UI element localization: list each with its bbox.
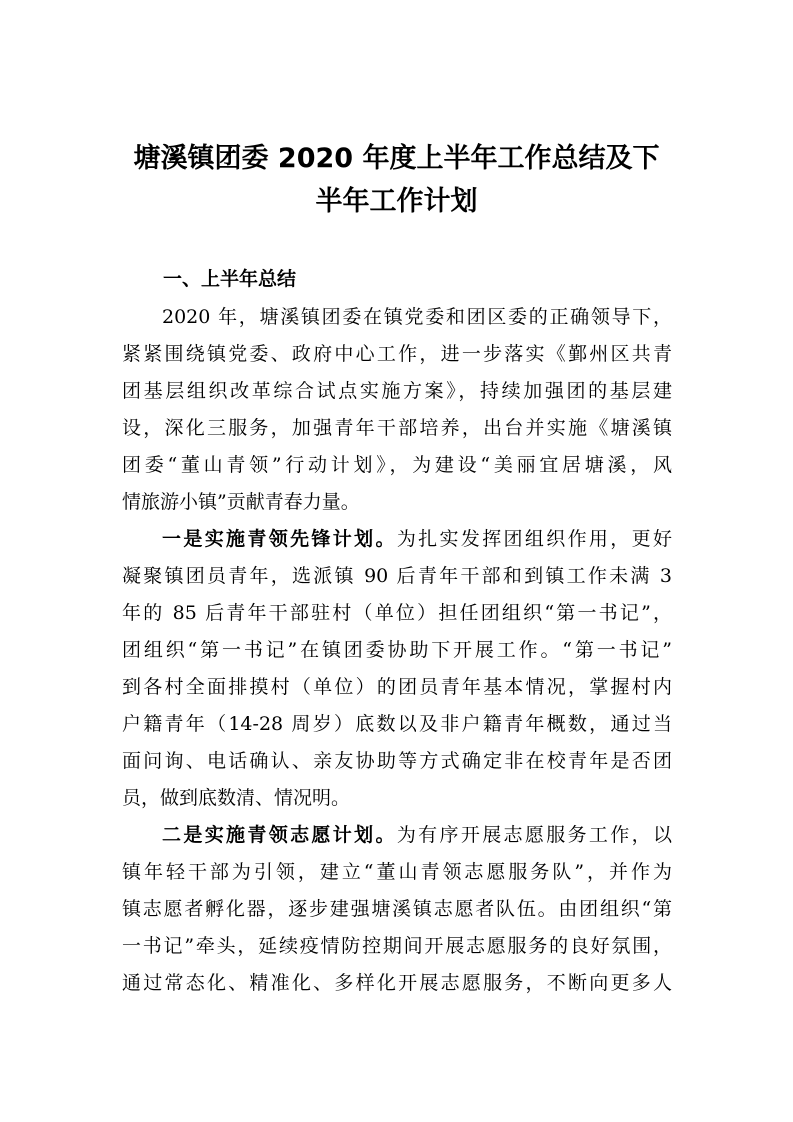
section-heading: 一、上半年总结 [163,268,297,290]
document-title-line-2: 半年工作计划 [315,186,478,217]
paragraph-1-line-3: 团基层组织改革综合试点实施方案》，持续加强团的基层建 [122,380,672,402]
paragraph-3-line-2: 镇年轻干部为引领，建立“董山青领志愿服务队”，并作为 [122,861,672,883]
paragraph-2-line-4: 团组织“第一书记”在镇团委协助下开展工作。“第一书记” [122,639,672,661]
paragraph-3-line-3: 镇志愿者孵化器，逐步建强塘溪镇志愿者队伍。由团组织“第 [122,898,672,920]
paragraph-2-line-5: 到各村全面排摸村（单位）的团员青年基本情况，掌握村内 [122,676,672,698]
paragraph-1-line-2: 紧紧围绕镇党委、政府中心工作，进一步落实《鄞州区共青 [122,343,672,365]
paragraph-3-line-1 [162,821,672,849]
paragraph-2-line-6: 户籍青年（14-28 周岁）底数以及非户籍青年概数，通过当 [122,713,672,735]
paragraph-2-lead: 一是实施青领先锋计划。 [162,528,397,550]
paragraph-2-line-8: 员，做到底数清、情况明。 [122,787,351,809]
document-title-line-1: 塘溪镇团委 2020 年度上半年工作总结及下 [133,143,660,174]
paragraph-3-line-5: 通过常态化、精准化、多样化开展志愿服务，不断向更多人 [122,972,672,994]
paragraph-1-line-5: 团委“董山青领”行动计划》，为建设“美丽宜居塘溪，风 [122,454,672,476]
paragraph-3-line-4: 一书记”牵头，延续疫情防控期间开展志愿服务的良好氛围， [122,935,672,957]
paragraph-1-line-6: 情旅游小镇”贡献青春力量。 [122,491,360,513]
paragraph-3-lead: 二是实施青领志愿计划。 [162,824,397,846]
paragraph-1-line-1: 2020 年，塘溪镇团委在镇党委和团区委的正确领导下， [162,306,672,328]
paragraph-1-line-4: 设，深化三服务，加强青年干部培养，出台并实施《塘溪镇 [122,417,672,439]
paragraph-2-line-3: 年的 85 后青年干部驻村（单位）担任团组织“第一书记”， [122,602,672,624]
paragraph-2-first-rest: 为扎实发挥团组织作用，更好 [396,528,672,550]
paragraph-2-line-1 [162,525,672,553]
paragraph-3-first-rest: 为有序开展志愿服务工作，以 [396,824,672,846]
paragraph-2-line-2: 凝聚镇团员青年，选派镇 90 后青年干部和到镇工作未满 3 [122,565,672,587]
paragraph-2-line-7: 面问询、电话确认、亲友协助等方式确定非在校青年是否团 [122,750,672,772]
